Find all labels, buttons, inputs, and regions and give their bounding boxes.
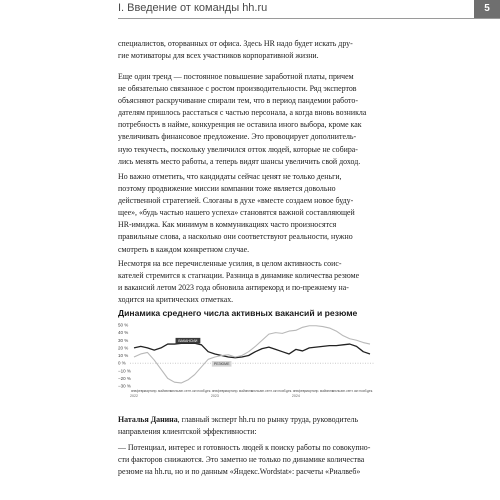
y-tick-label: −10 % [118, 368, 131, 374]
x-tick-label: янв. [211, 389, 219, 393]
text-line: сти факторов снижаются. Это заметно не только по динамике количества [118, 455, 365, 465]
author-name: Наталья Данина [118, 415, 178, 424]
text-line: Несмотря на все перечисленные усилия, в целом активность соис- [118, 259, 342, 268]
text-line: дателям пришлось расстаться с частью персонала, а когда вновь возникла [118, 108, 367, 118]
x-tick-label: февр. [217, 389, 227, 393]
text-line: кателей стремится к стагнации. Разница в динамике количества резюме [118, 271, 360, 281]
x-tick-label: нояб. [278, 389, 287, 393]
y-tick-label: −30 % [118, 383, 131, 389]
x-tick-label: май [319, 389, 326, 393]
x-tick-label: дек. [286, 389, 293, 393]
text-line: объясняют раскручивание спирали тем, что в период пандемии работо- [118, 96, 358, 106]
paragraph-2 [118, 71, 380, 168]
text-line: потребность в найме, конкуренция не оставила иного выбора, кроме как [118, 120, 362, 130]
x-tick-label: сент. [184, 389, 192, 393]
year-label: 2022 [130, 394, 138, 398]
text-line: не обязательно связанное с ростом производительности. Ряд экспертов [118, 84, 357, 94]
text-line: Еще один тренд — постоянное повышение заработной платы, причем [118, 72, 354, 81]
text-line: ную текучесть, поскольку увеличился отток людей, которые не собира- [118, 144, 358, 154]
text-line [118, 414, 380, 426]
y-tick-label: 50 % [118, 322, 129, 328]
x-tick-label: июль [332, 389, 341, 393]
text-line: действенной стратегией. Слоганы в духе «вместе создаем новое буду- [118, 196, 354, 206]
text-line: поэтому продвижение миссии компании тоже является довольно [118, 184, 336, 194]
y-tick-label: 0 % [118, 360, 126, 366]
text-line: увеличивать финансовое предложение. Это провоцирует дополнитель- [118, 132, 357, 142]
x-tick-label: март [143, 389, 152, 393]
y-tick-label: 20 % [118, 345, 129, 351]
author-attribution [118, 414, 380, 438]
x-tick-label: июнь [325, 389, 334, 393]
x-tick-label: сент. [346, 389, 354, 393]
x-tick-label: окт. [353, 389, 360, 393]
text-line: специалистов, оторванных от офиса. Здесь HR надо будет искать дру- [118, 39, 353, 48]
x-tick-label: янв. [130, 389, 138, 393]
text-line: щее», «будь частью нашего успеха» становятся важной составляющей [118, 208, 355, 218]
y-tick-label: 30 % [118, 337, 129, 343]
text-line: направления клиентской эффективности: [118, 427, 257, 437]
x-tick-label: дек. [366, 389, 374, 393]
text-line: — Потенциал, интерес и готовность людей к поиску работы по совокупно- [118, 443, 371, 452]
x-tick-label: март [305, 389, 314, 393]
y-tick-label: 10 % [118, 353, 129, 359]
x-tick-label: окт. [272, 389, 279, 393]
x-tick-label: март [224, 389, 233, 393]
x-tick-label: февр. [298, 389, 308, 393]
x-tick-label: дек. [205, 389, 212, 393]
x-tick-label: июль [170, 389, 179, 393]
text-line: лись менять место работы, а теперь видят шансы увеличить свой доход. [118, 156, 361, 166]
year-label: 2023 [210, 394, 219, 398]
quote-paragraph [118, 442, 380, 478]
vacancies-resumes-line-chart [118, 322, 380, 406]
x-tick-label: янв. [292, 389, 299, 393]
y-tick-label: 40 % [118, 330, 129, 336]
text-line: ходится на критических отметках. [118, 295, 234, 305]
page-number: 5 [474, 0, 500, 18]
y-tick-label: −20 % [118, 375, 131, 381]
x-tick-label: авг. [340, 389, 346, 393]
paragraph-1 [118, 38, 380, 62]
paragraph-4 [118, 258, 380, 306]
vacancies-series-line [134, 343, 370, 357]
year-label: 2024 [291, 394, 300, 398]
x-tick-label: май [238, 389, 245, 393]
author-role: , главный эксперт hh.ru по рынку труда, руководитель [177, 415, 359, 424]
x-tick-label: июль [251, 389, 260, 393]
text-line: правильные слова, а насколько они соответствуют реальности, нужно [118, 232, 353, 242]
x-tick-label: нояб. [359, 389, 368, 393]
x-tick-label: апр. [312, 389, 320, 393]
x-tick-label: февр. [136, 389, 146, 393]
x-tick-label: май [157, 389, 164, 393]
running-header [118, 0, 500, 19]
text-line: Но важно отметить, что кандидаты сейчас ценят не только деньги, [118, 172, 342, 181]
text-line: HR-имиджа. Как минимум в коммуникациях часто произносятся [118, 220, 337, 230]
x-tick-label: июнь [244, 389, 253, 393]
text-line: и вакансий летом 2023 года обновила антирекорд и по-прежнему на- [118, 283, 349, 293]
chapter-title: I. Введение от команды hh.ru [118, 2, 268, 14]
x-tick-label: сент. [265, 389, 273, 393]
text-line: смотреть в каждом конкретном случае. [118, 244, 250, 254]
chart-title: Динамика среднего числа активных вакансий и резюме [118, 308, 358, 318]
text-line: резюме на hh.ru, но и по данным «Яндекс.Wordstat»: расчеты «Риалвеб» [118, 467, 361, 477]
x-tick-label: апр. [231, 389, 239, 393]
x-tick-label: окт. [191, 389, 198, 393]
resumes-series-line [134, 326, 370, 383]
resumes-series-label: РЕЗЮМЕ [213, 362, 230, 367]
x-tick-label: авг. [178, 389, 184, 393]
text-line: гие мотиваторы для всех участников корпоративной жизни. [118, 51, 319, 61]
vacancies-series-label: ВАКАНСИИ [178, 338, 198, 343]
x-tick-label: июнь [163, 389, 172, 393]
x-tick-label: апр. [151, 389, 158, 393]
x-tick-label: авг. [259, 389, 265, 393]
paragraph-3 [118, 171, 380, 256]
x-tick-label: нояб. [197, 389, 206, 393]
